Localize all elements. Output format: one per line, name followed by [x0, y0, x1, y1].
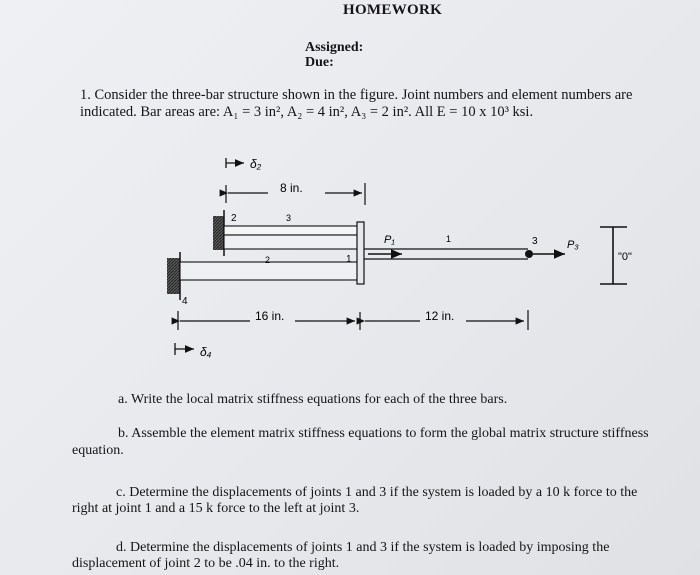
question-a: a. Write the local matrix stiffness equations for each of the three bars. — [118, 392, 508, 407]
dimension-16in-12in — [178, 310, 528, 330]
o-label: "0" — [618, 251, 632, 263]
delta2-arrow-icon — [226, 158, 244, 168]
p1-label: P₁ — [384, 234, 395, 246]
joint-2-number: 2 — [231, 213, 237, 224]
element-1-number: 1 — [446, 234, 452, 244]
question-c-line2: right at joint 1 and a 15 k force to the left at joint 3. — [72, 501, 360, 516]
question-b-line1: b. Assemble the element matrix stiffness equations to form the global matrix structure stiffness — [118, 426, 649, 441]
joint-1-number: 1 — [346, 254, 352, 265]
bar-element-3 — [224, 226, 360, 235]
joint-3-number: 3 — [532, 236, 538, 247]
element-3-number: 3 — [286, 213, 292, 223]
delta4-label: δ₄ — [200, 345, 212, 359]
element-2-number: 2 — [265, 255, 271, 265]
question-d-line1: d. Determine the displacements of joints 1 and 3 if the system is loaded by imposing the — [116, 540, 610, 555]
dim-8in-label: 8 in. — [280, 181, 303, 195]
dim-16in-label: 16 in. — [255, 309, 285, 323]
rigid-link-joint1 — [357, 222, 364, 284]
page-title: HOMEWORK — [343, 2, 443, 18]
bar-element-2 — [224, 235, 360, 249]
p3-label: P₃ — [567, 239, 579, 251]
delta4-arrow-icon — [175, 343, 194, 355]
upper-wall-support — [213, 216, 224, 250]
joint-3-node — [525, 250, 533, 258]
assigned-label: Assigned: — [305, 40, 364, 55]
question-c-line1: c. Determine the displacements of joints 1 and 3 if the system is loaded by a 10 k force to the — [116, 485, 638, 500]
due-label: Due: — [305, 55, 334, 70]
problem-statement-line2: indicated. Bar areas are: A₁ = 3 in², A₂ = 4 in², A₃ = 2 in². All E = 10 x 10³ ksi. — [80, 104, 534, 120]
delta2-label: δ₂ — [250, 157, 262, 171]
joint-4-number: 4 — [182, 296, 188, 307]
lower-wall-support — [167, 258, 180, 294]
problem-statement-line1: 1. Consider the three-bar structure shown in the figure. Joint numbers and element numbers are — [80, 87, 633, 103]
question-d-line2: displacement of joint 2 to be .04 in. to the right. — [72, 556, 340, 571]
dim-12in-label: 12 in. — [425, 309, 455, 323]
question-b-line2: equation. — [72, 443, 124, 458]
